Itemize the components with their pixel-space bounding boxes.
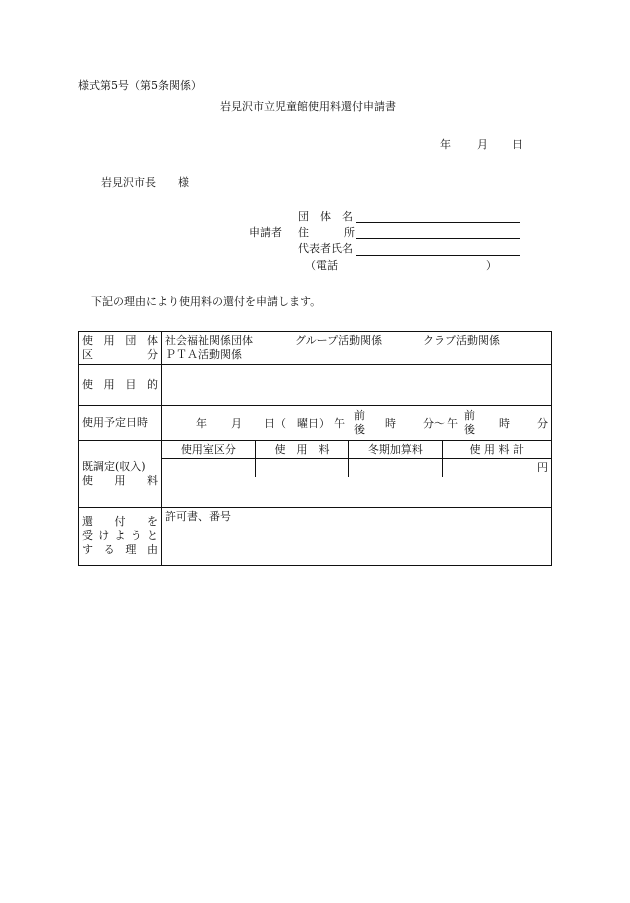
address-label-1: 住 — [298, 226, 309, 239]
fee-usage-field[interactable] — [255, 459, 348, 477]
fee-header-winter: 冬期加算料 — [349, 441, 442, 459]
sched-pm-1: 後 — [354, 422, 365, 436]
phone-open: （電話 — [305, 259, 338, 272]
label-char: う — [130, 529, 142, 543]
intro-text: 下記の理由により使用料の還付を申請します。 — [91, 295, 322, 308]
purpose-field[interactable] — [162, 364, 552, 405]
label-char: 用 — [103, 377, 115, 391]
label-char: 的 — [146, 377, 158, 391]
sched-minute-tilde: 分～ — [423, 416, 445, 430]
sched-pm-2: 後 — [464, 422, 475, 436]
label-char: す — [82, 542, 93, 556]
applicant-label: 申請者 — [249, 226, 282, 239]
representative-field[interactable] — [356, 255, 520, 256]
sched-am-1: 前 — [354, 408, 365, 422]
date-year: 年 — [440, 138, 451, 151]
representative-label: 代表者氏名 — [298, 242, 353, 255]
reason-value: 許可書、番号 — [165, 509, 231, 523]
group-type-options — [162, 332, 552, 365]
label-char: 用 — [103, 334, 115, 347]
reason-field[interactable] — [162, 507, 552, 565]
label-char: よ — [114, 529, 126, 543]
fee-label-line-1: 既調定(収入) — [82, 459, 146, 473]
option-social-welfare[interactable]: 社会福祉関係団体 — [165, 334, 253, 347]
schedule-field[interactable] — [162, 405, 552, 440]
option-pta[interactable]: ＰＴＡ活動関係 — [165, 347, 242, 361]
fee-winter-field[interactable] — [349, 459, 442, 477]
label-char: る — [103, 542, 115, 556]
group-type-label — [79, 332, 162, 365]
schedule-label: 使用予定日時 — [79, 405, 162, 440]
label-char: 分 — [147, 347, 158, 361]
group-name-field[interactable] — [356, 222, 520, 223]
sched-year: 年 — [196, 416, 207, 430]
purpose-label — [79, 364, 162, 405]
applicant-group-name-label: 団 体 名 — [298, 210, 353, 223]
address-label-2: 所 — [344, 226, 355, 239]
label-char: け — [98, 529, 110, 543]
sched-day-weekday: 日（ 曜日） — [264, 416, 330, 430]
sched-minute-2: 分 — [537, 416, 548, 430]
fee-total-field[interactable] — [442, 459, 551, 477]
date-day: 日 — [512, 138, 523, 151]
yen-unit: 円 — [537, 461, 548, 475]
label-char: 区 — [82, 347, 93, 361]
label-char: 料 — [147, 473, 158, 487]
fee-label — [79, 440, 162, 507]
sched-am-2: 前 — [464, 408, 475, 422]
label-char: 使 — [82, 377, 93, 391]
fee-header-usage: 使 用 料 — [255, 441, 348, 459]
label-char: 理 — [125, 542, 137, 556]
sched-hour-2: 時 — [499, 416, 510, 430]
option-club-activity[interactable]: クラブ活動関係 — [423, 334, 500, 347]
sched-month: 月 — [231, 416, 242, 430]
option-group-activity[interactable]: グループ活動関係 — [295, 334, 383, 347]
fee-table-cell — [162, 440, 552, 507]
document-title: 岩見沢市立児童館使用料還付申請書 — [220, 100, 396, 113]
sched-hour-1: 時 — [385, 416, 396, 430]
label-char: 使 — [82, 334, 93, 347]
label-char: を — [147, 515, 158, 529]
label-char: 受 — [82, 529, 93, 543]
fee-header-total: 使 用 料 計 — [442, 441, 551, 459]
fee-table — [162, 441, 551, 478]
label-char: 体 — [146, 334, 158, 347]
label-char: と — [147, 529, 158, 543]
fee-room-field[interactable] — [162, 459, 255, 477]
address-field[interactable] — [356, 238, 520, 239]
label-char: 由 — [146, 542, 158, 556]
label-char: 付 — [114, 515, 126, 529]
addressee: 岩見沢市長 様 — [101, 176, 189, 189]
label-char: 目 — [125, 377, 137, 391]
fee-header-room: 使用室区分 — [162, 441, 255, 459]
sched-ampm-2: 午 — [447, 416, 458, 430]
date-month: 月 — [477, 138, 488, 151]
label-char: 団 — [125, 334, 137, 347]
application-table — [78, 331, 552, 566]
phone-close: ） — [486, 259, 497, 272]
sched-ampm-1: 午 — [334, 416, 345, 430]
form-number: 様式第5号（第5条関係） — [78, 79, 202, 92]
label-char: 用 — [114, 473, 126, 487]
label-char: 還 — [82, 515, 93, 529]
reason-label — [79, 507, 162, 565]
label-char: 使 — [82, 473, 93, 487]
